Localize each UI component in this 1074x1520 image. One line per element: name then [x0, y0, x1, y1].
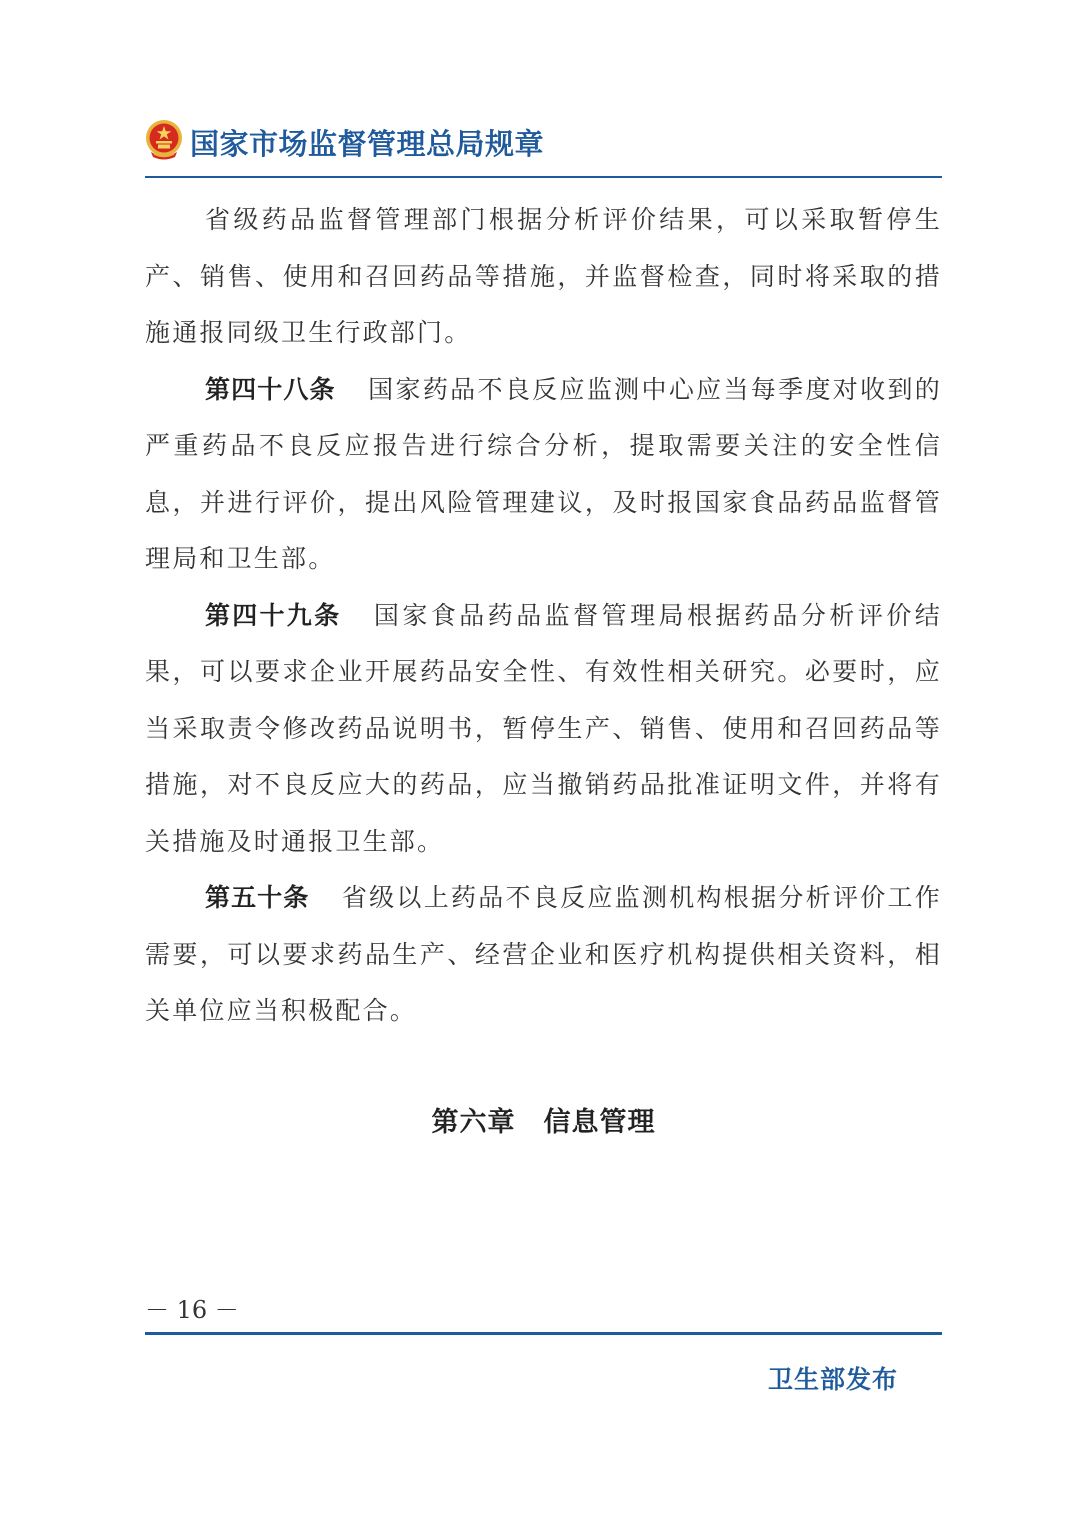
article-number: 第四十九条	[205, 600, 342, 630]
paragraph-text: 省级药品监督管理部门根据分析评价结果，可以采取暂停生产、销售、使用和召回药品等措施，并监督检查，同时将采取的措施通报同级卫生行政部门。	[145, 205, 942, 347]
page-number: － 16 －	[145, 1296, 239, 1324]
paragraph-continuation	[145, 192, 942, 362]
chapter-heading: 第六章 信息管理	[431, 1107, 656, 1138]
article-50	[145, 870, 942, 1040]
article-text: 省级以上药品不良反应监测机构根据分析评价工作需要，可以要求药品生产、经营企业和医疗机构提供相关资料，相关单位应当积极配合。	[145, 883, 942, 1025]
article-text: 国家食品药品监督管理局根据药品分析评价结果，可以要求企业开展药品安全性、有效性相关研究。必要时，应当采取责令修改药品说明书，暂停生产、销售、使用和召回药品等措施，对不良反应大的药品，应当撤销药品批准证明文件，并将有关措施及时通报卫生部。	[145, 600, 942, 856]
article-49	[145, 588, 942, 871]
article-number: 第五十条	[205, 883, 310, 912]
article-text: 国家药品不良反应监测中心应当每季度对收到的严重药品不良反应报告进行综合分析，提取需要关注的安全性信息，并进行评价，提出风险管理建议，及时报国家食品药品监督管理局和卫生部。	[145, 374, 942, 573]
article-number: 第四十八条	[205, 374, 336, 404]
article-48	[145, 362, 942, 588]
header-title: 国家市场监督管理总局规章	[190, 127, 545, 161]
header-divider	[145, 176, 942, 178]
publisher-label: 卫生部发布	[767, 1365, 898, 1394]
document-body	[145, 192, 942, 1040]
national-emblem-icon	[145, 119, 183, 161]
footer-divider	[145, 1332, 942, 1335]
page-header	[145, 112, 942, 174]
